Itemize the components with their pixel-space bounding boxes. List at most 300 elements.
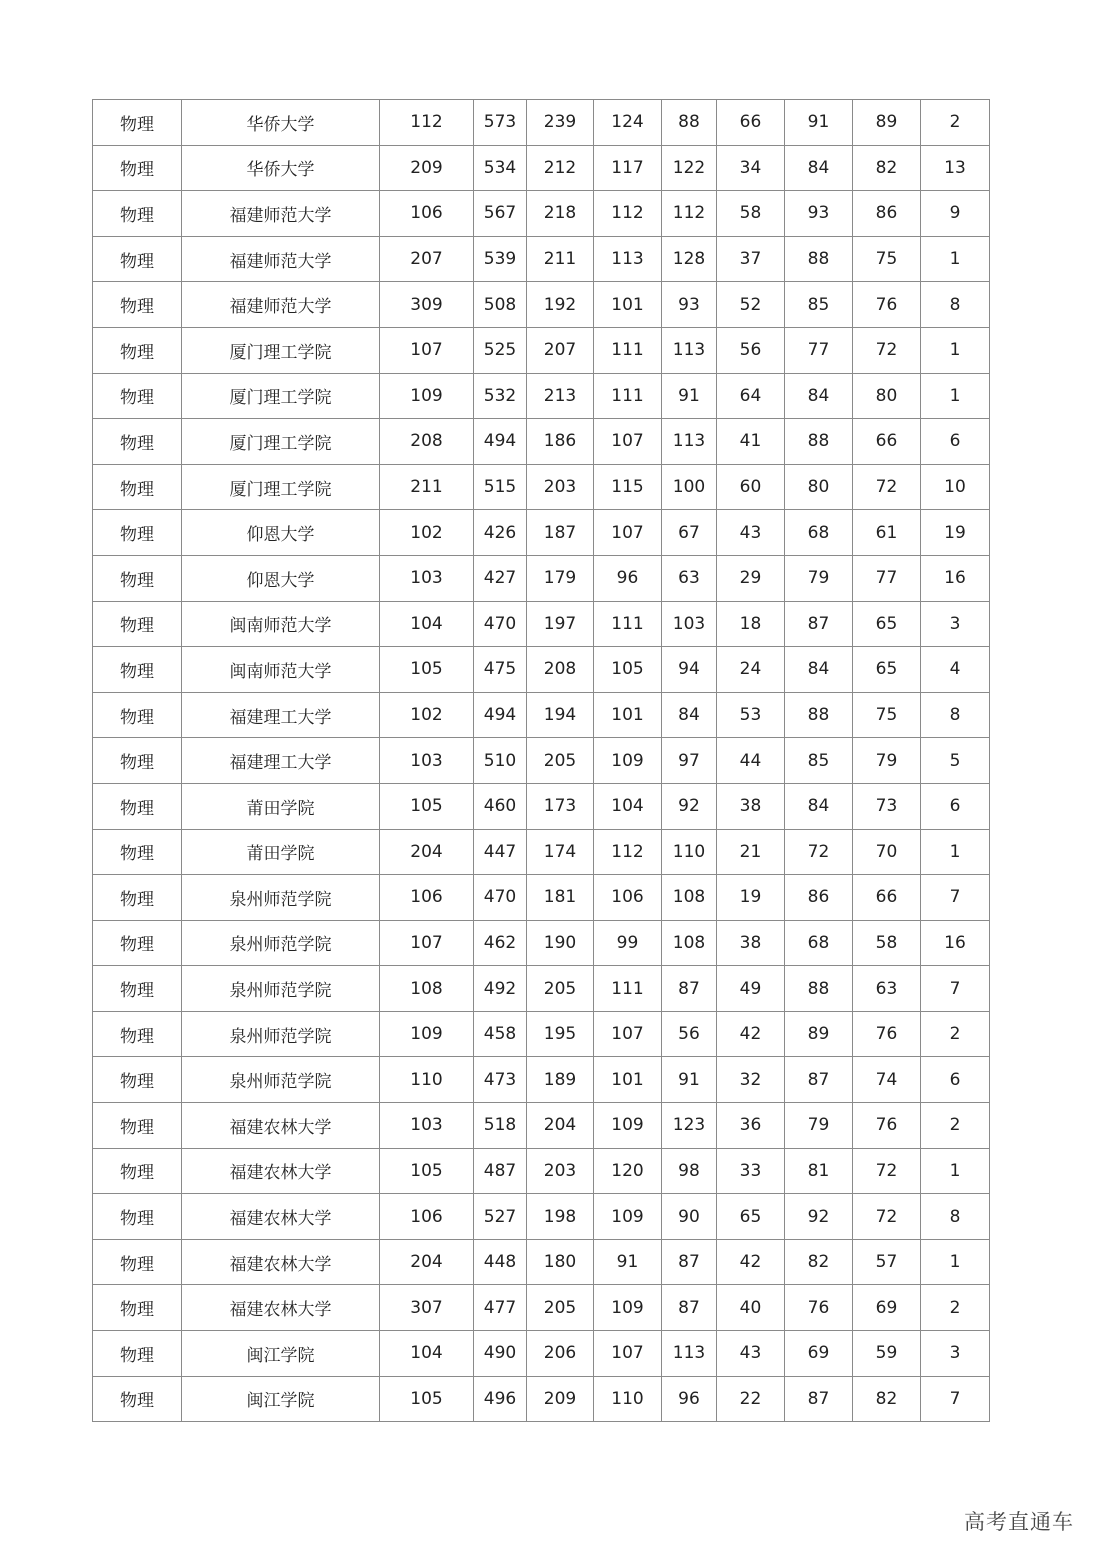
table-row xyxy=(93,783,990,829)
cell-english: 66 xyxy=(717,100,785,146)
cell-math: 90 xyxy=(662,1194,717,1240)
cell-english: 32 xyxy=(717,1057,785,1103)
cell-plan-count: 16 xyxy=(921,555,990,601)
cell-total-score: 518 xyxy=(474,1103,527,1149)
cell-ranking-score: 186 xyxy=(527,419,594,465)
cell-physics: 84 xyxy=(785,647,853,693)
cell-physics: 82 xyxy=(785,1239,853,1285)
cell-subject: 物理 xyxy=(93,692,182,738)
table-row xyxy=(93,510,990,556)
cell-total-score: 448 xyxy=(474,1239,527,1285)
cell-english: 43 xyxy=(717,1331,785,1377)
cell-chemistry: 86 xyxy=(853,191,921,237)
cell-plan-count: 8 xyxy=(921,282,990,328)
cell-plan-count: 7 xyxy=(921,875,990,921)
cell-ranking-score: 189 xyxy=(527,1057,594,1103)
cell-total-score: 427 xyxy=(474,555,527,601)
cell-plan-count: 5 xyxy=(921,738,990,784)
cell-plan-count: 2 xyxy=(921,1285,990,1331)
cell-group-code: 211 xyxy=(380,464,474,510)
table-row xyxy=(93,1285,990,1331)
cell-math: 110 xyxy=(662,829,717,875)
cell-plan-count: 7 xyxy=(921,966,990,1012)
cell-total-score: 534 xyxy=(474,145,527,191)
cell-math: 128 xyxy=(662,236,717,282)
cell-plan-count: 4 xyxy=(921,647,990,693)
cell-physics: 80 xyxy=(785,464,853,510)
cell-physics: 93 xyxy=(785,191,853,237)
cell-chemistry: 59 xyxy=(853,1331,921,1377)
cell-ranking-score: 209 xyxy=(527,1376,594,1422)
table-row xyxy=(93,1011,990,1057)
cell-chinese: 124 xyxy=(594,100,662,146)
cell-group-code: 204 xyxy=(380,1239,474,1285)
table-row xyxy=(93,419,990,465)
cell-chinese: 111 xyxy=(594,373,662,419)
cell-english: 33 xyxy=(717,1148,785,1194)
cell-ranking-score: 208 xyxy=(527,647,594,693)
cell-chinese: 111 xyxy=(594,601,662,647)
cell-group-code: 103 xyxy=(380,1103,474,1149)
cell-university: 泉州师范学院 xyxy=(182,966,380,1012)
cell-chemistry: 77 xyxy=(853,555,921,601)
cell-subject: 物理 xyxy=(93,738,182,784)
cell-english: 44 xyxy=(717,738,785,784)
table-row xyxy=(93,875,990,921)
cell-chemistry: 65 xyxy=(853,601,921,647)
cell-plan-count: 3 xyxy=(921,601,990,647)
cell-chinese: 105 xyxy=(594,647,662,693)
cell-plan-count: 1 xyxy=(921,327,990,373)
cell-chemistry: 69 xyxy=(853,1285,921,1331)
cell-ranking-score: 204 xyxy=(527,1103,594,1149)
cell-university: 闽南师范大学 xyxy=(182,647,380,693)
table-row xyxy=(93,464,990,510)
cell-total-score: 470 xyxy=(474,601,527,647)
cell-english: 18 xyxy=(717,601,785,647)
cell-university: 泉州师范学院 xyxy=(182,1057,380,1103)
table-row xyxy=(93,920,990,966)
cell-physics: 84 xyxy=(785,145,853,191)
cell-total-score: 494 xyxy=(474,692,527,738)
cell-math: 94 xyxy=(662,647,717,693)
cell-total-score: 447 xyxy=(474,829,527,875)
cell-chemistry: 72 xyxy=(853,1148,921,1194)
cell-physics: 76 xyxy=(785,1285,853,1331)
cell-chinese: 107 xyxy=(594,1011,662,1057)
cell-chemistry: 66 xyxy=(853,419,921,465)
cell-group-code: 105 xyxy=(380,1148,474,1194)
cell-plan-count: 7 xyxy=(921,1376,990,1422)
table-row xyxy=(93,373,990,419)
table-row xyxy=(93,145,990,191)
cell-math: 98 xyxy=(662,1148,717,1194)
cell-subject: 物理 xyxy=(93,1103,182,1149)
cell-chinese: 96 xyxy=(594,555,662,601)
cell-chemistry: 82 xyxy=(853,145,921,191)
cell-subject: 物理 xyxy=(93,783,182,829)
cell-group-code: 103 xyxy=(380,738,474,784)
cell-subject: 物理 xyxy=(93,1239,182,1285)
cell-subject: 物理 xyxy=(93,464,182,510)
cell-english: 49 xyxy=(717,966,785,1012)
cell-chinese: 104 xyxy=(594,783,662,829)
cell-physics: 69 xyxy=(785,1331,853,1377)
cell-ranking-score: 192 xyxy=(527,282,594,328)
cell-subject: 物理 xyxy=(93,1057,182,1103)
cell-physics: 92 xyxy=(785,1194,853,1240)
cell-physics: 79 xyxy=(785,555,853,601)
cell-plan-count: 9 xyxy=(921,191,990,237)
cell-plan-count: 3 xyxy=(921,1331,990,1377)
cell-math: 108 xyxy=(662,875,717,921)
cell-subject: 物理 xyxy=(93,1285,182,1331)
cell-english: 38 xyxy=(717,783,785,829)
cell-ranking-score: 206 xyxy=(527,1331,594,1377)
cell-subject: 物理 xyxy=(93,510,182,556)
cell-university: 泉州师范学院 xyxy=(182,875,380,921)
cell-math: 113 xyxy=(662,1331,717,1377)
cell-total-score: 458 xyxy=(474,1011,527,1057)
cell-university: 泉州师范学院 xyxy=(182,920,380,966)
cell-chinese: 107 xyxy=(594,419,662,465)
cell-total-score: 470 xyxy=(474,875,527,921)
cell-english: 24 xyxy=(717,647,785,693)
cell-university: 泉州师范学院 xyxy=(182,1011,380,1057)
cell-english: 21 xyxy=(717,829,785,875)
cell-english: 22 xyxy=(717,1376,785,1422)
cell-physics: 88 xyxy=(785,966,853,1012)
cell-math: 92 xyxy=(662,783,717,829)
cell-chemistry: 74 xyxy=(853,1057,921,1103)
cell-ranking-score: 198 xyxy=(527,1194,594,1240)
cell-plan-count: 1 xyxy=(921,1239,990,1285)
cell-subject: 物理 xyxy=(93,1331,182,1377)
cell-university: 福建农林大学 xyxy=(182,1194,380,1240)
cell-plan-count: 1 xyxy=(921,373,990,419)
table-row xyxy=(93,966,990,1012)
cell-english: 42 xyxy=(717,1011,785,1057)
cell-english: 53 xyxy=(717,692,785,738)
cell-group-code: 307 xyxy=(380,1285,474,1331)
cell-ranking-score: 239 xyxy=(527,100,594,146)
cell-university: 福建师范大学 xyxy=(182,236,380,282)
cell-total-score: 473 xyxy=(474,1057,527,1103)
cell-subject: 物理 xyxy=(93,1376,182,1422)
cell-chemistry: 76 xyxy=(853,1103,921,1149)
cell-plan-count: 2 xyxy=(921,100,990,146)
cell-math: 100 xyxy=(662,464,717,510)
cell-total-score: 494 xyxy=(474,419,527,465)
cell-total-score: 573 xyxy=(474,100,527,146)
cell-math: 97 xyxy=(662,738,717,784)
cell-chinese: 117 xyxy=(594,145,662,191)
cell-physics: 86 xyxy=(785,875,853,921)
cell-ranking-score: 211 xyxy=(527,236,594,282)
cell-group-code: 107 xyxy=(380,920,474,966)
cell-university: 福建农林大学 xyxy=(182,1103,380,1149)
cell-university: 福建理工大学 xyxy=(182,692,380,738)
cell-university: 华侨大学 xyxy=(182,145,380,191)
cell-chemistry: 76 xyxy=(853,1011,921,1057)
cell-group-code: 105 xyxy=(380,1376,474,1422)
cell-chemistry: 82 xyxy=(853,1376,921,1422)
cell-total-score: 510 xyxy=(474,738,527,784)
cell-plan-count: 8 xyxy=(921,1194,990,1240)
cell-total-score: 475 xyxy=(474,647,527,693)
cell-university: 福建农林大学 xyxy=(182,1285,380,1331)
cell-chinese: 110 xyxy=(594,1376,662,1422)
table-row xyxy=(93,191,990,237)
cell-math: 56 xyxy=(662,1011,717,1057)
cell-total-score: 539 xyxy=(474,236,527,282)
cell-chemistry: 75 xyxy=(853,236,921,282)
table-row xyxy=(93,829,990,875)
cell-ranking-score: 180 xyxy=(527,1239,594,1285)
cell-subject: 物理 xyxy=(93,236,182,282)
cell-total-score: 462 xyxy=(474,920,527,966)
cell-physics: 88 xyxy=(785,692,853,738)
cell-english: 38 xyxy=(717,920,785,966)
cell-math: 96 xyxy=(662,1376,717,1422)
table-row xyxy=(93,100,990,146)
cell-math: 87 xyxy=(662,1285,717,1331)
cell-total-score: 527 xyxy=(474,1194,527,1240)
cell-group-code: 106 xyxy=(380,191,474,237)
cell-subject: 物理 xyxy=(93,100,182,146)
cell-group-code: 108 xyxy=(380,966,474,1012)
cell-group-code: 102 xyxy=(380,510,474,556)
score-table xyxy=(92,99,990,1422)
cell-chemistry: 66 xyxy=(853,875,921,921)
cell-ranking-score: 174 xyxy=(527,829,594,875)
cell-english: 40 xyxy=(717,1285,785,1331)
cell-university: 福建理工大学 xyxy=(182,738,380,784)
cell-physics: 87 xyxy=(785,601,853,647)
cell-plan-count: 1 xyxy=(921,1148,990,1194)
cell-group-code: 204 xyxy=(380,829,474,875)
cell-university: 厦门理工学院 xyxy=(182,419,380,465)
cell-ranking-score: 181 xyxy=(527,875,594,921)
cell-math: 87 xyxy=(662,966,717,1012)
cell-english: 65 xyxy=(717,1194,785,1240)
cell-math: 84 xyxy=(662,692,717,738)
cell-chinese: 109 xyxy=(594,1194,662,1240)
cell-chemistry: 72 xyxy=(853,327,921,373)
cell-math: 108 xyxy=(662,920,717,966)
cell-university: 闽江学院 xyxy=(182,1331,380,1377)
table-row xyxy=(93,555,990,601)
cell-university: 厦门理工学院 xyxy=(182,464,380,510)
cell-chinese: 91 xyxy=(594,1239,662,1285)
cell-total-score: 525 xyxy=(474,327,527,373)
cell-english: 60 xyxy=(717,464,785,510)
cell-chemistry: 65 xyxy=(853,647,921,693)
table-row xyxy=(93,1194,990,1240)
cell-subject: 物理 xyxy=(93,647,182,693)
cell-chemistry: 80 xyxy=(853,373,921,419)
cell-total-score: 515 xyxy=(474,464,527,510)
cell-english: 34 xyxy=(717,145,785,191)
cell-subject: 物理 xyxy=(93,920,182,966)
cell-english: 58 xyxy=(717,191,785,237)
cell-university: 福建农林大学 xyxy=(182,1239,380,1285)
cell-math: 91 xyxy=(662,373,717,419)
cell-chinese: 111 xyxy=(594,327,662,373)
cell-total-score: 496 xyxy=(474,1376,527,1422)
cell-ranking-score: 203 xyxy=(527,464,594,510)
table-row xyxy=(93,601,990,647)
cell-ranking-score: 190 xyxy=(527,920,594,966)
cell-math: 113 xyxy=(662,419,717,465)
cell-math: 112 xyxy=(662,191,717,237)
cell-math: 67 xyxy=(662,510,717,556)
cell-total-score: 567 xyxy=(474,191,527,237)
cell-chinese: 101 xyxy=(594,692,662,738)
cell-total-score: 477 xyxy=(474,1285,527,1331)
cell-subject: 物理 xyxy=(93,1194,182,1240)
cell-chinese: 111 xyxy=(594,966,662,1012)
cell-university: 福建农林大学 xyxy=(182,1148,380,1194)
cell-subject: 物理 xyxy=(93,145,182,191)
cell-physics: 84 xyxy=(785,373,853,419)
cell-group-code: 103 xyxy=(380,555,474,601)
cell-math: 113 xyxy=(662,327,717,373)
cell-subject: 物理 xyxy=(93,1148,182,1194)
cell-total-score: 487 xyxy=(474,1148,527,1194)
cell-math: 123 xyxy=(662,1103,717,1149)
cell-chemistry: 72 xyxy=(853,464,921,510)
cell-university: 福建师范大学 xyxy=(182,282,380,328)
cell-chinese: 107 xyxy=(594,510,662,556)
cell-group-code: 207 xyxy=(380,236,474,282)
cell-math: 87 xyxy=(662,1239,717,1285)
cell-total-score: 492 xyxy=(474,966,527,1012)
cell-ranking-score: 187 xyxy=(527,510,594,556)
cell-ranking-score: 173 xyxy=(527,783,594,829)
cell-math: 122 xyxy=(662,145,717,191)
cell-plan-count: 1 xyxy=(921,829,990,875)
table-row xyxy=(93,1057,990,1103)
cell-ranking-score: 179 xyxy=(527,555,594,601)
cell-chemistry: 89 xyxy=(853,100,921,146)
cell-physics: 85 xyxy=(785,738,853,784)
cell-group-code: 102 xyxy=(380,692,474,738)
cell-english: 29 xyxy=(717,555,785,601)
cell-math: 63 xyxy=(662,555,717,601)
table-row xyxy=(93,1331,990,1377)
cell-english: 37 xyxy=(717,236,785,282)
cell-chemistry: 73 xyxy=(853,783,921,829)
cell-physics: 81 xyxy=(785,1148,853,1194)
cell-group-code: 109 xyxy=(380,1011,474,1057)
cell-chemistry: 79 xyxy=(853,738,921,784)
cell-physics: 91 xyxy=(785,100,853,146)
cell-subject: 物理 xyxy=(93,829,182,875)
cell-physics: 88 xyxy=(785,419,853,465)
cell-group-code: 309 xyxy=(380,282,474,328)
cell-english: 41 xyxy=(717,419,785,465)
cell-ranking-score: 203 xyxy=(527,1148,594,1194)
cell-group-code: 104 xyxy=(380,601,474,647)
table-row xyxy=(93,692,990,738)
cell-physics: 77 xyxy=(785,327,853,373)
table-row xyxy=(93,1376,990,1422)
cell-university: 闽南师范大学 xyxy=(182,601,380,647)
cell-plan-count: 1 xyxy=(921,236,990,282)
cell-chemistry: 61 xyxy=(853,510,921,556)
cell-physics: 72 xyxy=(785,829,853,875)
cell-group-code: 106 xyxy=(380,1194,474,1240)
cell-group-code: 106 xyxy=(380,875,474,921)
cell-physics: 89 xyxy=(785,1011,853,1057)
cell-university: 莆田学院 xyxy=(182,829,380,875)
cell-chinese: 113 xyxy=(594,236,662,282)
cell-plan-count: 2 xyxy=(921,1011,990,1057)
cell-chinese: 120 xyxy=(594,1148,662,1194)
cell-chinese: 109 xyxy=(594,738,662,784)
cell-university: 华侨大学 xyxy=(182,100,380,146)
watermark: 高考直通车 xyxy=(964,1510,1074,1534)
cell-physics: 87 xyxy=(785,1376,853,1422)
cell-english: 64 xyxy=(717,373,785,419)
cell-math: 93 xyxy=(662,282,717,328)
cell-group-code: 208 xyxy=(380,419,474,465)
cell-university: 厦门理工学院 xyxy=(182,327,380,373)
cell-university: 闽江学院 xyxy=(182,1376,380,1422)
cell-physics: 79 xyxy=(785,1103,853,1149)
cell-chinese: 112 xyxy=(594,829,662,875)
cell-plan-count: 19 xyxy=(921,510,990,556)
cell-subject: 物理 xyxy=(93,601,182,647)
table-row xyxy=(93,1148,990,1194)
cell-university: 莆田学院 xyxy=(182,783,380,829)
cell-ranking-score: 207 xyxy=(527,327,594,373)
cell-physics: 68 xyxy=(785,510,853,556)
cell-math: 91 xyxy=(662,1057,717,1103)
cell-chemistry: 70 xyxy=(853,829,921,875)
cell-group-code: 109 xyxy=(380,373,474,419)
cell-ranking-score: 197 xyxy=(527,601,594,647)
cell-ranking-score: 205 xyxy=(527,1285,594,1331)
cell-ranking-score: 212 xyxy=(527,145,594,191)
cell-group-code: 209 xyxy=(380,145,474,191)
cell-chinese: 101 xyxy=(594,282,662,328)
cell-chemistry: 57 xyxy=(853,1239,921,1285)
cell-group-code: 110 xyxy=(380,1057,474,1103)
cell-university: 厦门理工学院 xyxy=(182,373,380,419)
cell-chemistry: 63 xyxy=(853,966,921,1012)
cell-subject: 物理 xyxy=(93,555,182,601)
cell-total-score: 532 xyxy=(474,373,527,419)
table-row xyxy=(93,1239,990,1285)
cell-ranking-score: 205 xyxy=(527,966,594,1012)
cell-plan-count: 10 xyxy=(921,464,990,510)
cell-plan-count: 13 xyxy=(921,145,990,191)
cell-physics: 68 xyxy=(785,920,853,966)
cell-total-score: 490 xyxy=(474,1331,527,1377)
cell-total-score: 508 xyxy=(474,282,527,328)
cell-plan-count: 6 xyxy=(921,783,990,829)
cell-english: 19 xyxy=(717,875,785,921)
cell-ranking-score: 194 xyxy=(527,692,594,738)
cell-group-code: 105 xyxy=(380,647,474,693)
cell-math: 88 xyxy=(662,100,717,146)
table-row xyxy=(93,282,990,328)
table-row xyxy=(93,738,990,784)
cell-ranking-score: 213 xyxy=(527,373,594,419)
cell-university: 福建师范大学 xyxy=(182,191,380,237)
